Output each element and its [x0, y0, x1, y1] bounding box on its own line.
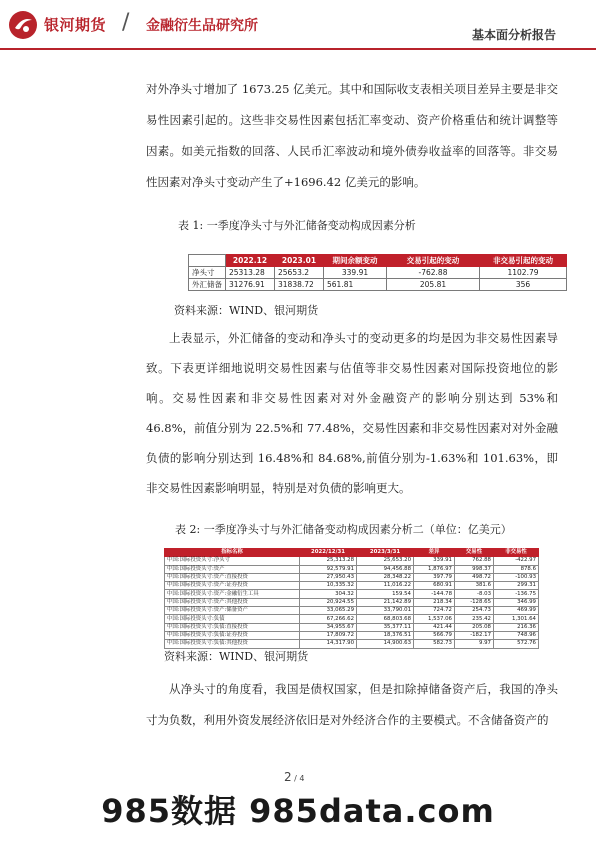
table2-cell: 14,900.63 [357, 640, 414, 648]
table2-cell: 35,377.11 [357, 623, 414, 631]
table2-cell: 9.97 [455, 640, 494, 648]
table2-cell: 998.37 [455, 565, 494, 573]
table2-cell: 18,376.51 [357, 631, 414, 639]
table2-cell: 33,790.01 [357, 607, 414, 615]
table2-body [165, 557, 539, 648]
table1-cell: 561.81 [324, 279, 387, 291]
table2-cell: 10,335.32 [300, 582, 357, 590]
table2-cell: 572.76 [494, 640, 539, 648]
institute-name: 金融衍生品研究所 [146, 18, 258, 34]
table2-cell: -136.75 [494, 590, 539, 598]
table2-cell: 1,537.06 [414, 615, 455, 623]
table2-header-cell: 指标名称 [165, 549, 300, 557]
table1-source: 资料来源：WIND、银河期货 [174, 304, 319, 317]
page-header [0, 0, 596, 58]
table-row [165, 590, 539, 598]
table2-cell: 680.91 [414, 582, 455, 590]
header-rule [0, 48, 596, 50]
table2-cell: 28,348.22 [357, 573, 414, 581]
table1-header-cell: 2022.12 [226, 255, 275, 267]
paragraph-2: 上表显示，外汇储备的变动和净头寸的变动更多的均是因为非交易性因素导致。下表更详细地说明交易性因素与估值等非交易性因素对国际投资地位的影响。交易性因素和非交易性因素对对外金融资产的影响分别达到 53%和 46.8%，前值分别为 22.5%和 77.48%，交易性因素和非交易性因素对对外金融负债的影响分别达到 16.48%和 84.68%,前值分别为-1.63%和 101.63%，即非交易性因素影响明显，特别是对负债的影响更大。 [146, 331, 558, 495]
table2-cell: -144.78 [414, 590, 455, 598]
table2-caption: 表 2: 一季度净头寸与外汇储备变动构成因素分析二（单位：亿美元） [175, 523, 512, 536]
table1-cell: 356 [480, 279, 567, 291]
table1-header-row [189, 255, 567, 267]
total-pages: 4 [299, 774, 305, 783]
table2-cell: 中国:国际投资头寸:资产:储备资产 [165, 607, 300, 615]
table2-cell: 748.96 [494, 631, 539, 639]
watermark: 985数据 985data.com [101, 792, 495, 830]
table2-cell: 中国:国际投资头寸:资产 [165, 565, 300, 573]
table2-header-cell: 2022/12/31 [300, 549, 357, 557]
table1-cell: 25313.28 [226, 267, 275, 279]
galaxy-logo-icon [8, 10, 38, 40]
table2-cell: 304.32 [300, 590, 357, 598]
table2-header-cell: 差异 [414, 549, 455, 557]
table2-cell: 中国:国际投资头寸:负债:证券投资 [165, 631, 300, 639]
paragraph-1: 对外净头寸增加了 1673.25 亿美元。其中和国际收支表相关项目差异主要是非交易性因素引起的。这些非交易性因素包括汇率变动、资产价格重估和统计调整等因素。如美元指数的回落、人民币汇率波动和境外债券收益率的回落等。非交易性因素对净头寸变动产生了+1696.42 亿美元的影响。 [146, 82, 558, 189]
table1-cell: 净头寸 [189, 267, 226, 279]
table1-header-cell [189, 255, 226, 267]
table-row [165, 598, 539, 606]
table2-cell: 68,803.68 [357, 615, 414, 623]
table2-cell: 中国:国际投资头寸:资产:金融衍生工具 [165, 590, 300, 598]
table-row [165, 640, 539, 648]
table2-header-cell: 交易性 [455, 549, 494, 557]
table2 [164, 548, 539, 649]
table2-cell: 469.99 [494, 607, 539, 615]
table-row [165, 615, 539, 623]
table-row [165, 573, 539, 581]
table2-cell: 34,955.67 [300, 623, 357, 631]
table2-cell: 中国:国际投资头寸:资产:其他投资 [165, 598, 300, 606]
table1-cell: 25653.2 [275, 267, 324, 279]
paragraph-3: 从净头寸的角度看，我国是债权国家，但是扣除掉储备资产后，我国的净头寸为负数，利用外资发展经济依旧是对外经济合作的主要模式。不含储备资产的 [146, 682, 558, 727]
table-row [165, 565, 539, 573]
table2-cell: 92,579.91 [300, 565, 357, 573]
table1-cell: 205.81 [387, 279, 480, 291]
table2-cell: 299.31 [494, 582, 539, 590]
table2-cell: 17,809.72 [300, 631, 357, 639]
table2-cell: 中国:国际投资头寸:负债:直接投资 [165, 623, 300, 631]
table2-cell: 762.88 [455, 557, 494, 565]
table1-header-cell: 交易引起的变动 [387, 255, 480, 267]
table2-cell: 1,876.97 [414, 565, 455, 573]
table2-cell: 33,065.29 [300, 607, 357, 615]
table-row [165, 582, 539, 590]
table1-cell: 31838.72 [275, 279, 324, 291]
report-type: 基本面分析报告 [471, 28, 556, 42]
table1-cell: -762.88 [387, 267, 480, 279]
table2-cell: 67,266.62 [300, 615, 357, 623]
table2-cell: -100.93 [494, 573, 539, 581]
table1-cell: 1102.79 [480, 267, 567, 279]
table1-cell: 31276.91 [226, 279, 275, 291]
table2-cell: 724.72 [414, 607, 455, 615]
table1-header-cell: 2023.01 [275, 255, 324, 267]
table-row [165, 623, 539, 631]
table2-cell: 1,301.64 [494, 615, 539, 623]
table-row [189, 267, 567, 279]
table1-header-cell: 非交易引起的变动 [480, 255, 567, 267]
table2-header-cell: 非交易性 [494, 549, 539, 557]
table2-cell: 94,456.88 [357, 565, 414, 573]
table1-cell: 外汇储备 [189, 279, 226, 291]
table1-cell: 339.91 [324, 267, 387, 279]
table2-cell: 中国:国际投资头寸:净头寸 [165, 557, 300, 565]
table2-cell: 346.99 [494, 598, 539, 606]
table2-cell: 878.6 [494, 565, 539, 573]
header-divider: / [122, 10, 130, 35]
table2-cell: 421.44 [414, 623, 455, 631]
table-row [165, 557, 539, 565]
table2-cell: 中国:国际投资头寸:资产:直接投资 [165, 573, 300, 581]
table1-header-cell: 期间余额变动 [324, 255, 387, 267]
current-page: 2 [284, 770, 292, 784]
table2-cell: -8.03 [455, 590, 494, 598]
table2-cell: 27,950.43 [300, 573, 357, 581]
table2-cell: 中国:国际投资头寸:负债:其他投资 [165, 640, 300, 648]
table2-cell: -128.65 [455, 598, 494, 606]
page-number: 2 / 4 [284, 770, 305, 784]
table2-cell: 20,924.55 [300, 598, 357, 606]
table2-cell: 218.34 [414, 598, 455, 606]
table2-cell: 25,653.20 [357, 557, 414, 565]
table2-source: 资料来源：WIND、银河期货 [164, 650, 309, 663]
brand-name: 银河期货 [44, 16, 107, 34]
table2-cell: 254.73 [455, 607, 494, 615]
table2-header-row [165, 549, 539, 557]
table2-cell: 中国:国际投资头寸:负债 [165, 615, 300, 623]
table2-cell: 205.08 [455, 623, 494, 631]
table2-cell: -182.17 [455, 631, 494, 639]
table-row [165, 607, 539, 615]
table2-cell: 397.79 [414, 573, 455, 581]
table-row [165, 631, 539, 639]
table2-cell: 498.72 [455, 573, 494, 581]
table2-cell: 339.91 [414, 557, 455, 565]
table2-cell: 14,317.90 [300, 640, 357, 648]
table1 [188, 254, 567, 291]
table2-cell: 582.73 [414, 640, 455, 648]
table2-cell: 216.36 [494, 623, 539, 631]
table2-cell: 中国:国际投资头寸:资产:证券投资 [165, 582, 300, 590]
table1-caption: 表 1: 一季度净头寸与外汇储备变动构成因素分析 [178, 219, 416, 232]
table2-cell: 159.54 [357, 590, 414, 598]
table2-cell: -422.97 [494, 557, 539, 565]
table2-header-cell: 2023/3/31 [357, 549, 414, 557]
table2-cell: 25,313.28 [300, 557, 357, 565]
table2-cell: 21,142.89 [357, 598, 414, 606]
table-row [189, 279, 567, 291]
table2-cell: 11,016.22 [357, 582, 414, 590]
table2-cell: 235.42 [455, 615, 494, 623]
table2-cell: 381.6 [455, 582, 494, 590]
table2-cell: 566.79 [414, 631, 455, 639]
